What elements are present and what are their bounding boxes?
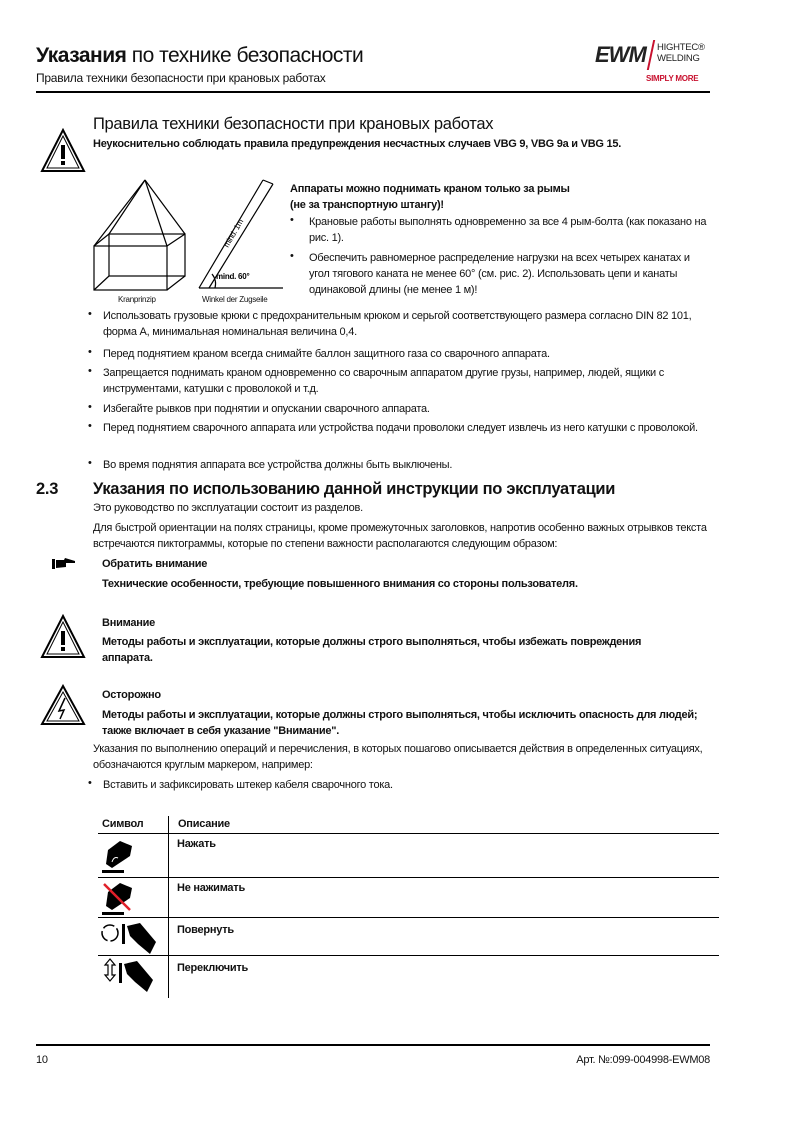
table-row-desc: Нажать: [177, 838, 216, 850]
caution-title: Осторожно: [102, 689, 161, 701]
figure2-caption: Winkel der Zugseile: [202, 295, 268, 304]
column-divider: [168, 816, 169, 998]
attention-title: Внимание: [102, 617, 155, 629]
footer-rule: [36, 1044, 710, 1046]
bullet-dot: •: [88, 365, 92, 377]
logo-line1: HIGHTEC®: [657, 42, 705, 53]
bullet-text: Вставить и зафиксировать штекер кабеля сварочного тока.: [103, 779, 393, 791]
figure1-caption: Kranprinzip: [118, 295, 156, 304]
bullet-text: Использовать грузовые крюки с предохранительным крюком и серьгой соответствующего размера согласно DIN 82 101, форма A, минимальная номинальная величина 0,4.: [103, 310, 692, 338]
bullet-dot: •: [88, 401, 92, 413]
page-subtitle: Правила техники безопасности при крановых работах: [36, 71, 326, 85]
bullet-text: Крановые работы выполнять одновременно за все 4 рым-болта (как показано на рис. 1).: [309, 216, 707, 244]
bullet-dot: •: [290, 214, 294, 226]
warning-triangle-icon: [40, 614, 86, 660]
do-not-press-icon: [100, 880, 136, 916]
header-rule: [36, 91, 710, 93]
bullet-dot: •: [290, 250, 294, 262]
ewm-logo: [595, 40, 710, 90]
bullet-dot: •: [88, 308, 92, 320]
table-rule: [98, 917, 719, 918]
section-number: 2.3: [36, 480, 59, 498]
figure2-length-label: mind. 1m: [221, 217, 246, 249]
article-number: Арт. №:099-004998-EWM08: [576, 1054, 710, 1066]
bullet-text: Во время поднятия аппарата все устройства должны быть выключены.: [103, 459, 453, 471]
table-rule: [98, 833, 719, 834]
caution-text: Методы работы и эксплуатации, которые должны строго выполняться, чтобы исключить опасность для людей; также включает в себя указание "Внимание".: [102, 709, 698, 737]
crane-heading: Правила техники безопасности при крановых работах: [93, 115, 494, 133]
crane-warning: Неукоснительно соблюдать правила предупреждения несчастных случаев VBG 9, VBG 9a и VBG 15.: [93, 138, 622, 150]
logo-divider: [647, 40, 655, 70]
note-title: Обратить внимание: [102, 558, 208, 570]
crane-intro-2: (не за транспортную штангу)!: [290, 199, 444, 211]
figure2-angle-label: mind. 60°: [216, 272, 250, 281]
bullet-dot: •: [88, 777, 92, 789]
table-rule: [98, 955, 719, 956]
section-title: Указания по использованию данной инструкции по эксплуатации: [93, 480, 616, 498]
switch-icon: [100, 958, 160, 994]
title-bold: Указания: [36, 44, 127, 67]
rotate-icon: [100, 920, 160, 956]
crane-intro-1: Аппараты можно поднимать краном только за рымы: [290, 183, 570, 195]
table-header-description: Описание: [178, 818, 230, 830]
bullet-text: Запрещается поднимать краном одновременно со сварочным аппаратом другие грузы, например, людей, ящики с инструментами, катушки с проволокой и т.д.: [103, 367, 664, 395]
bullet-text: Перед поднятием краном всегда снимайте баллон защитного газа со сварочного аппарата.: [103, 348, 550, 360]
table-row-desc: Не нажимать: [177, 882, 245, 894]
table-row-desc: Переключить: [177, 962, 249, 974]
bullet-dot: •: [88, 457, 92, 469]
table-header-symbol: Символ: [102, 818, 144, 830]
press-hand-icon: [100, 838, 136, 874]
note-text: Технические особенности, требующие повышенного внимания со стороны пользователя.: [102, 578, 578, 590]
attention-text: Методы работы и эксплуатации, которые должны строго выполняться, чтобы избежать повреждения аппарата.: [102, 636, 642, 664]
bullet-dot: •: [88, 346, 92, 358]
section-p3: Указания по выполнению операций и перечисления, в которых пошагово описывается действия в определенных ситуациях, обозначаются круглым маркером, например:: [93, 743, 703, 771]
pointing-hand-icon: [52, 558, 76, 570]
section-p2: Для быстрой ориентации на полях страницы, кроме промежуточных заголовков, напротив особенно важных отрывков текста встречаются пиктограммы, которые по степени важности располагаются следующим образом:: [93, 522, 707, 550]
electric-hazard-icon: [40, 684, 86, 726]
section-p1: Это руководство по эксплуатации состоит из разделов.: [93, 502, 363, 514]
bullet-text: Обеспечить равномерное распределение нагрузки на всех четырех канатах и угол тягового каната не менее 60° (см. рис. 2). Использовать цепи и канаты одинаковой длины (не менее 1 м)!: [309, 252, 690, 296]
logo-text: [657, 42, 705, 64]
page-title: [36, 44, 363, 68]
bullet-text: Избегайте рывков при поднятии и опускании сварочного аппарата.: [103, 403, 430, 415]
table-row-desc: Повернуть: [177, 924, 234, 936]
bullet-text: Перед поднятием сварочного аппарата или устройства подачи проволоки следует извлечь из него катушки с проволокой.: [103, 422, 698, 434]
logo-tagline: SIMPLY MORE: [646, 74, 699, 83]
title-rest: по технике безопасности: [131, 44, 364, 67]
table-rule: [98, 877, 719, 878]
bullet-dot: •: [88, 420, 92, 432]
logo-brand: EWM: [595, 42, 646, 67]
page-number: 10: [36, 1054, 48, 1066]
crane-diagram: [88, 178, 283, 308]
logo-line2: WELDING: [657, 53, 700, 64]
warning-triangle-icon: [40, 128, 86, 174]
